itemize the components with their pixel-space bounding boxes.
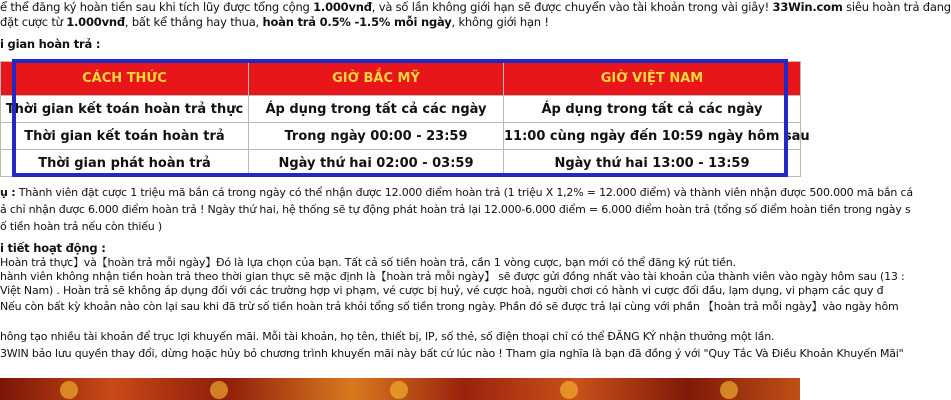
- intro-text: siêu hoàn trả đang: [842, 0, 951, 14]
- table-cell: Trong ngày 00:00 - 23:59: [249, 123, 504, 150]
- rebate-rate: hoàn trả 0.5% -1.5% mỗi ngày: [262, 15, 452, 29]
- example-text: Thành viên đặt cược 1 triệu mã bắn cá trong ngày có thể nhận được 12.000 điểm hoàn trả (1 triệu X 1,2% = 12.000 điểm) và thành viên nhận được 500.000 mã bắn cá: [15, 186, 913, 199]
- detail-line: 3WIN bảo lưu quyền thay đổi, dừng hoặc hủy bỏ chương trình khuyến mãi này bất cứ lúc nào ! Tham gia nghĩa là bạn đã đồng ý với "Quy Tắc Và Điều Khoản Khuyến Mãi": [0, 347, 904, 360]
- rebate-schedule-table: [0, 61, 810, 177]
- table-cell: Ngày thứ hai 13:00 - 13:59: [504, 150, 801, 177]
- intro-text: , bất kể thắng hay thua,: [124, 15, 263, 29]
- intro-text: ể thể đăng ký hoàn tiền sau khi tích lũy được tổng cộng: [0, 0, 314, 14]
- min-amount: 1.000vnđ: [313, 0, 372, 14]
- table-cell: Thời gian kết toán hoàn trả thực: [1, 96, 249, 123]
- example-line-2: ả chỉ nhận được 6.000 điểm hoàn trả ! Ngày thứ hai, hệ thống sẽ tự động phát hoàn trả lại 12.000-6.000 điểm = 6.000 điểm hoàn trả (tổng số điểm hoàn tiền trong ngày s: [0, 203, 911, 216]
- table-cell: Ngày thứ hai 02:00 - 03:59: [249, 150, 504, 177]
- table-cell: 11:00 cùng ngày đến 10:59 ngày hôm sau: [504, 123, 801, 150]
- decorative-banner-strip: [0, 378, 800, 400]
- section-title-rebate-time: i gian hoàn trả :: [0, 37, 101, 51]
- detail-line: Việt Nam) . Hoàn trả sẽ không áp dụng đối với các trường hợp vi phạm, vé cược bị huỷ, vé cược hoà, người chơi có hành vi cược đối đầu, lạm dụng, vi phạm các quy đ: [0, 284, 884, 297]
- header-method: CÁCH THỨC: [1, 62, 249, 96]
- table-header-row: [1, 62, 801, 96]
- intro-line-2: [0, 15, 549, 29]
- header-north-america-time: GIỜ BẮC MỸ: [249, 62, 504, 96]
- detail-line: hông tạo nhiều tài khoản để trục lợi khuyến mãi. Mỗi tài khoản, họ tên, thiết bị, IP, số thẻ, số điện thoại chỉ có thể ĐĂNG KÝ nhận thưởng một lần.: [0, 330, 775, 343]
- detail-line: Nếu còn bất kỳ khoản nào còn lại sau khi đã trừ số tiền hoàn trả khỏi tổng số tiền trong ngày. Phần đó sẽ được trả lại cùng với phần 【hoàn trả mỗi ngày】vào ngày hôm: [0, 300, 899, 313]
- min-bet-amount: 1.000vnđ: [66, 15, 125, 29]
- table-row: [1, 123, 801, 150]
- table-cell: Áp dụng trong tất cả các ngày: [249, 96, 504, 123]
- detail-line: Hoàn trả thực】và【hoàn trả mỗi ngày】Đó là lựa chọn của bạn. Tất cả số tiền hoàn trả, cần 1 vòng cược, bạn mới có thể đăng ký rút tiền.: [0, 256, 736, 269]
- table-cell: Thời gian kết toán hoàn trả: [1, 123, 249, 150]
- intro-text: , không giới hạn !: [451, 15, 549, 29]
- intro-text: đặt cược từ: [0, 15, 67, 29]
- table-cell: Áp dụng trong tất cả các ngày: [504, 96, 801, 123]
- detail-line: hành viên không nhận tiền hoàn trả theo thời gian thực sẽ mặc định là【hoàn trả mỗi ngày】 sẽ được gửi đồng nhất vào tài khoản của thành viên vào ngày hôm sau (13 :: [0, 270, 905, 283]
- intro-text: , và số lần không giới hạn sẽ được chuyển vào tài khoản trong vài giây!: [371, 0, 773, 14]
- example-label: ụ :: [0, 186, 16, 199]
- site-name: 33Win.com: [772, 0, 843, 14]
- intro-line-1: [0, 0, 951, 14]
- table-cell: Thời gian phát hoàn trả: [1, 150, 249, 177]
- header-vietnam-time: GIỜ VIỆT NAM: [504, 62, 801, 96]
- example-line-3: ố tiền hoàn trả nếu còn thiếu ): [0, 220, 162, 233]
- table-row: [1, 150, 801, 177]
- example-line-1: [0, 186, 913, 200]
- table-row: [1, 96, 801, 123]
- section-title-details: i tiết hoạt động :: [0, 241, 106, 255]
